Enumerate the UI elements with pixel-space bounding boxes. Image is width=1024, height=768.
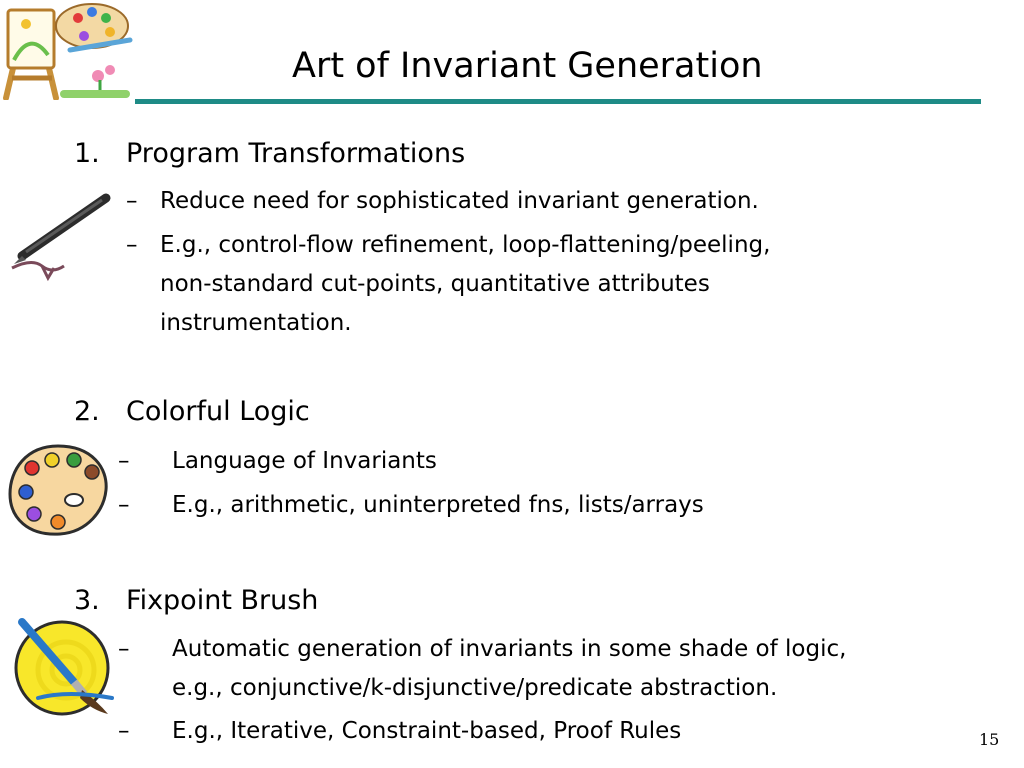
bullet-text: e.g., conjunctive/k-disjunctive/predicate abstraction. bbox=[172, 675, 778, 701]
bullet-dash: – bbox=[126, 188, 138, 214]
section-number: 3. bbox=[74, 585, 100, 616]
bullet-text: Language of Invariants bbox=[172, 448, 437, 474]
bullet-dash: – bbox=[118, 492, 130, 518]
bullet-text: Reduce need for sophisticated invariant generation. bbox=[160, 188, 759, 214]
section-title: Fixpoint Brush bbox=[126, 585, 319, 616]
bullet-text: E.g., Iterative, Constraint-based, Proof Rules bbox=[172, 718, 682, 744]
brush-icon bbox=[8, 618, 118, 718]
section-number: 1. bbox=[74, 138, 100, 169]
title-rule bbox=[135, 99, 981, 104]
bullet-dash: – bbox=[118, 718, 130, 744]
slide-number: 15 bbox=[979, 730, 1000, 749]
slide-title: Art of Invariant Generation bbox=[292, 46, 763, 86]
bullet-text: Automatic generation of invariants in some shade of logic, bbox=[172, 636, 847, 662]
bullet-text: E.g., control-flow refinement, loop-flattening/peeling, bbox=[160, 232, 771, 258]
section-number: 2. bbox=[74, 396, 100, 427]
bullet-text: instrumentation. bbox=[160, 310, 352, 336]
palette-icon bbox=[4, 440, 114, 540]
pencil-icon bbox=[2, 190, 112, 290]
bullet-text: non-standard cut-points, quantitative attributes bbox=[160, 271, 710, 297]
section-title: Colorful Logic bbox=[126, 396, 310, 427]
bullet-text: E.g., arithmetic, uninterpreted fns, lists/arrays bbox=[172, 492, 704, 518]
section-title: Program Transformations bbox=[126, 138, 466, 169]
easel-painting-icon bbox=[0, 0, 140, 100]
bullet-dash: – bbox=[118, 448, 130, 474]
bullet-dash: – bbox=[126, 232, 138, 258]
bullet-dash: – bbox=[118, 636, 130, 662]
